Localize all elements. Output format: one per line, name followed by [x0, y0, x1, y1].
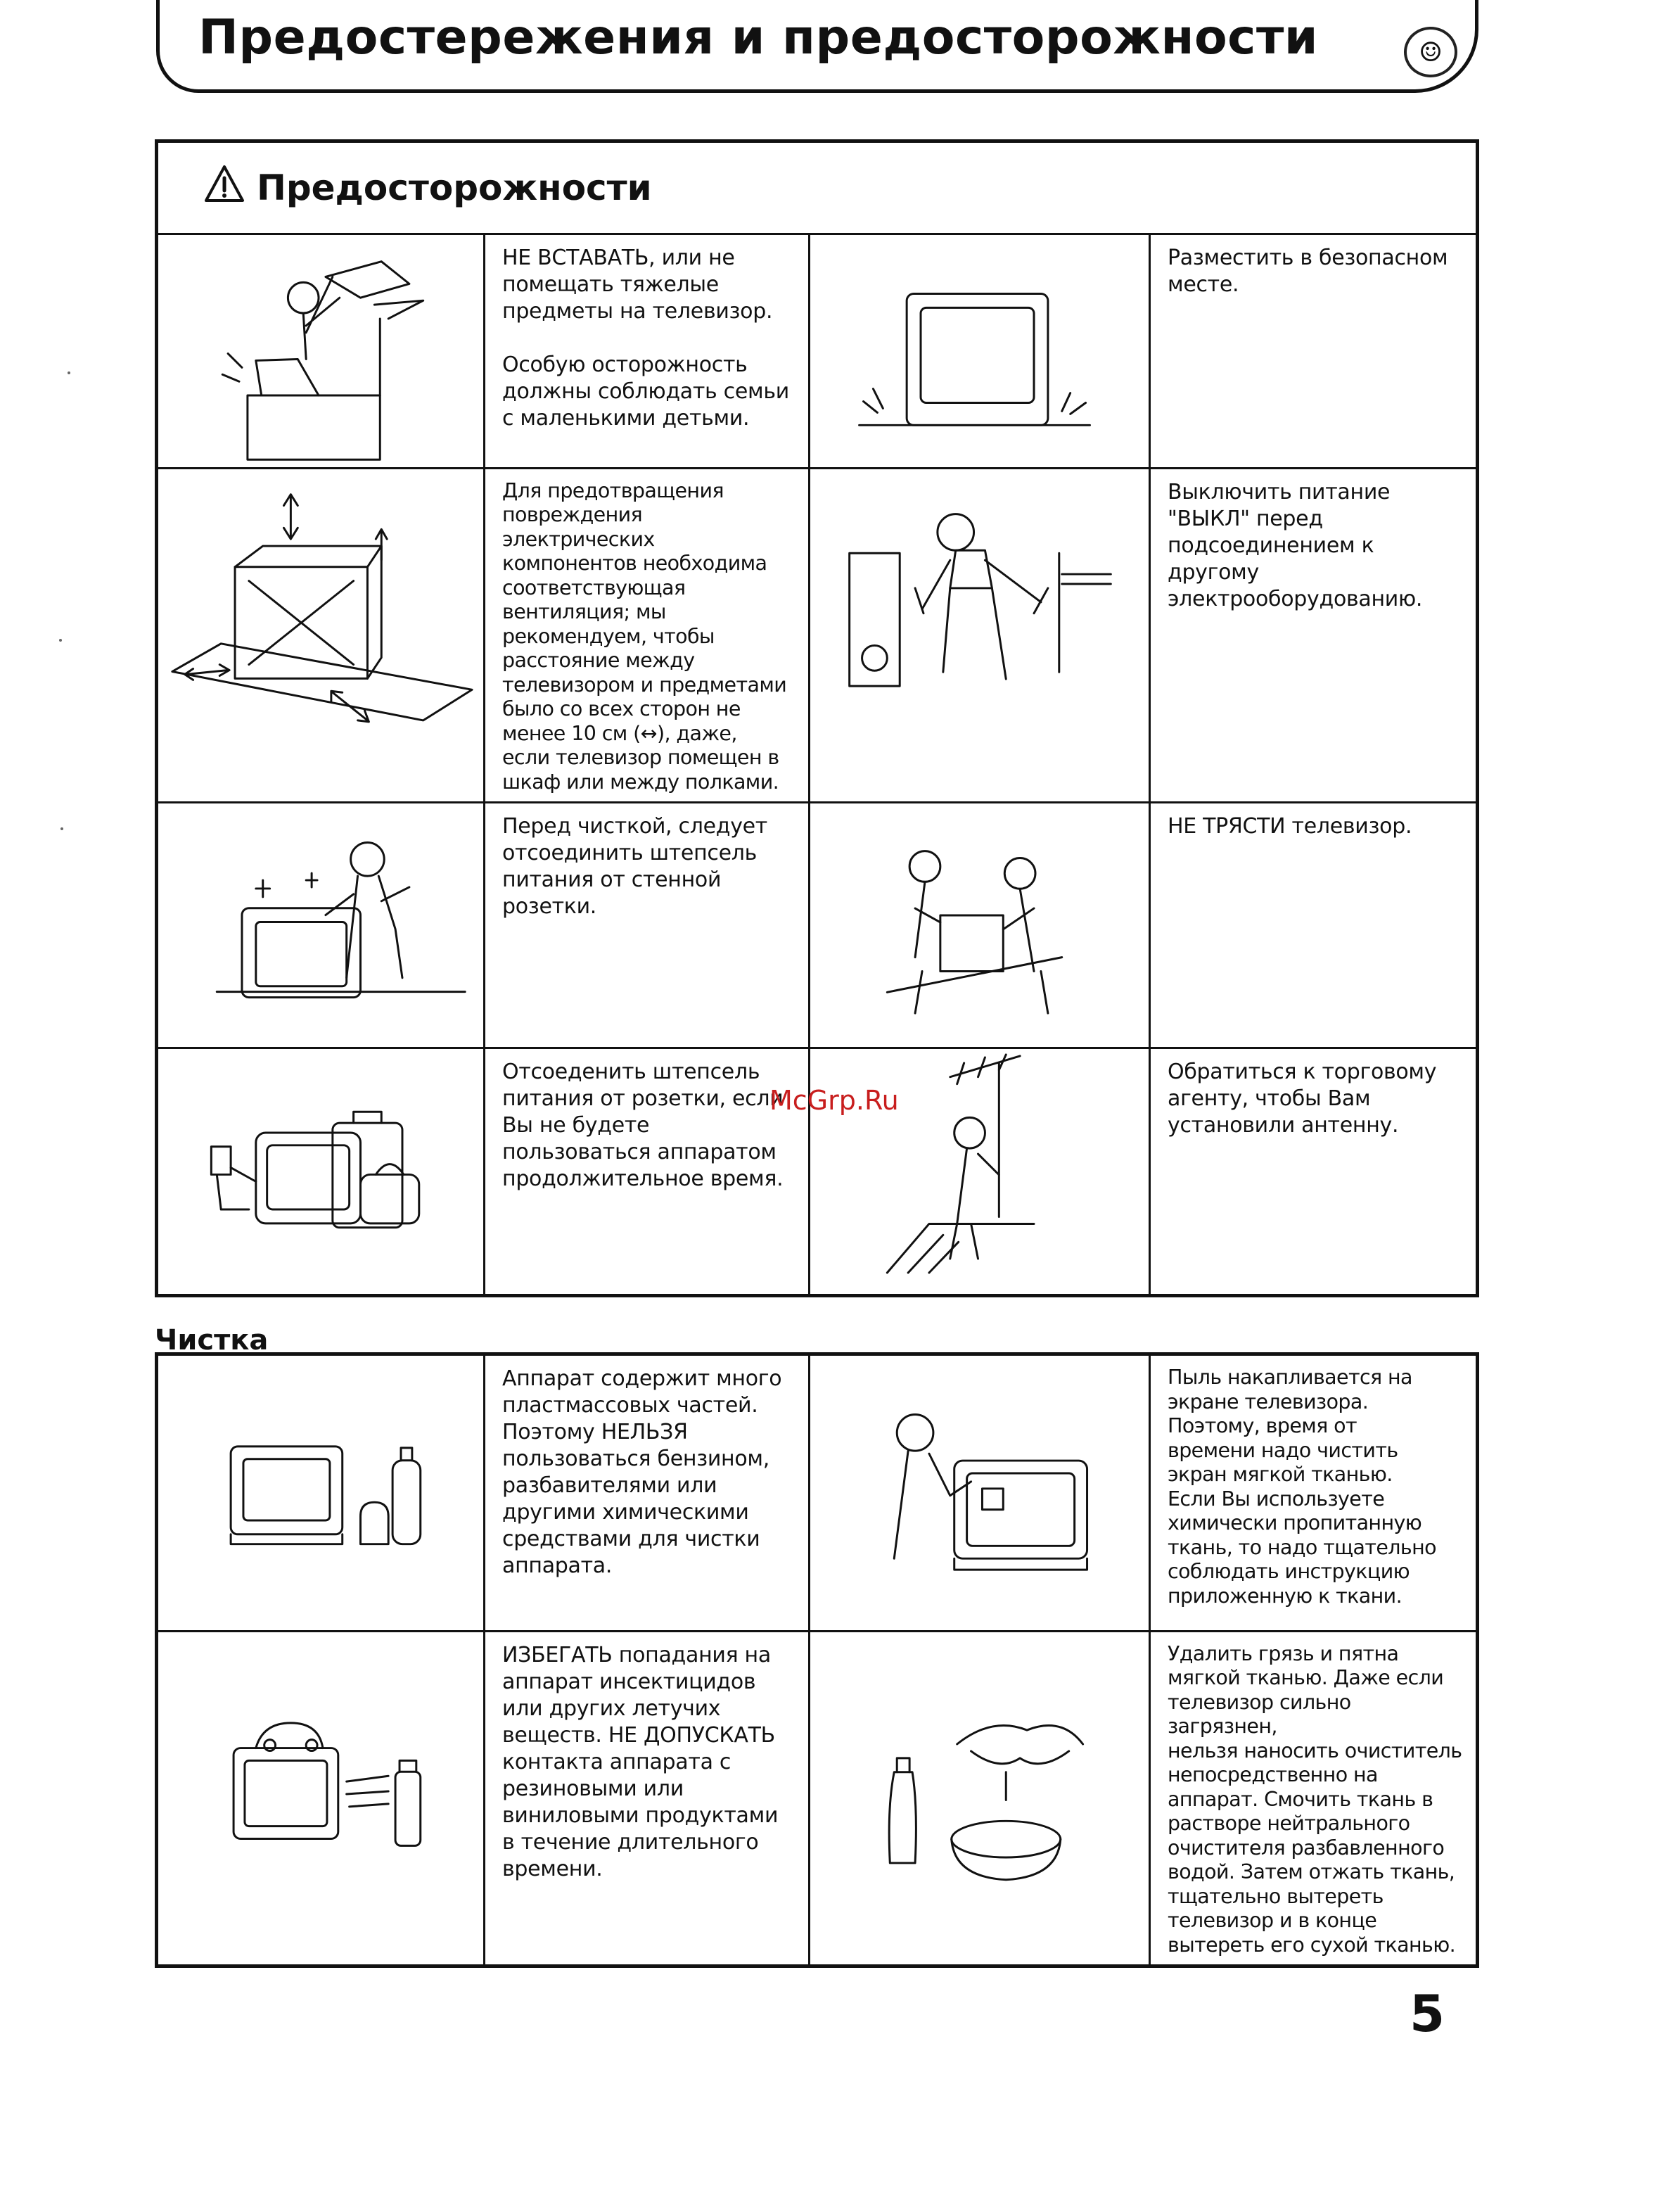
precautions-heading: Предосторожности: [257, 167, 652, 208]
watermark: McGrp.Ru: [769, 1085, 899, 1116]
precaution-text: Обратиться к торговому агенту, чтобы Вам установили антенну.: [1150, 1048, 1478, 1296]
margin-mark: [59, 639, 62, 642]
precaution-text: НЕ ТРЯСТИ телевизор.: [1150, 803, 1478, 1048]
wringing-cloth-over-bowl-icon: [810, 1631, 1150, 1966]
language-badge-icon: ☺: [1404, 27, 1457, 77]
precautions-table: [155, 139, 1479, 1297]
tv-ventilation-arrows-icon: [157, 468, 485, 803]
cleaning-heading: Чистка: [155, 1324, 269, 1356]
tv-on-stable-surface-icon: [810, 234, 1150, 469]
warning-triangle-icon: [203, 164, 245, 212]
precaution-text: Выключить питание "ВЫКЛ" перед подсоединением к другому электрооборудованию.: [1150, 468, 1478, 803]
cleaning-text: Аппарат содержит много пластмассовых частей. Поэтому НЕЛЬЗЯ пользоваться бензином, разбавителями или другими химическими средствами для чистки аппарата.: [485, 1354, 810, 1632]
cleaning-text: Удалить грязь и пятна мягкой тканью. Даже если телевизор сильно загрязнен, нельзя наносить очиститель непосредственно на аппарат. Смочить ткань в растворе нейтрального очистителя разбавленного водой. Затем отжать ткань, тщательно вытереть телевизор и в конце вытереть его сухой тканью.: [1150, 1631, 1478, 1966]
precautions-header: [157, 141, 1478, 234]
tv-with-luggage-unplugged-icon: [157, 1048, 485, 1296]
cleaning-table: [155, 1352, 1479, 1968]
precaution-text: Перед чисткой, следует отсоединить штепсель питания от стенной розетки.: [485, 803, 810, 1048]
woman-wiping-screen-icon: [810, 1354, 1150, 1632]
precaution-text: Отсоеденить штепсель питания от розетки, если Вы не будете пользоваться аппаратом продолжительное время.: [485, 1048, 810, 1296]
precaution-text: НЕ ВСТАВАТЬ, или не помещать тяжелые предметы на телевизор. Особую осторожность должны соблюдать семьи с маленькими детьми.: [485, 234, 810, 469]
spray-near-tv-icon: [157, 1631, 485, 1966]
cleaning-text: Пыль накапливается на экране телевизора. Поэтому, время от времени надо чистить экран мягкой тканью. Если Вы используете химически пропитанную ткань, то надо тщательно соблюдать инструкцию приложенную к ткани.: [1150, 1354, 1478, 1632]
page-title: Предостережения и предосторожности: [198, 10, 1319, 65]
cleaning-text: ИЗБЕГАТЬ попадания на аппарат инсектицидов или других летучих веществ. НЕ ДОПУСКАТЬ контакта аппарата с резиновыми или виниловыми продуктами в течение длительного времени.: [485, 1631, 810, 1966]
margin-mark: [60, 827, 63, 830]
margin-mark: [68, 371, 70, 374]
child-standing-on-tv-icon: [157, 234, 485, 469]
precaution-text: Для предотвращения повреждения электрических компонентов необходима соответствующая вентиляция; мы рекомендуем, чтобы расстояние между телевизором и предметами было со всех сторон не менее 10 см (↔), даже, если телевизор помещен в шкаф или между полками.: [485, 468, 810, 803]
two-people-carrying-tv-icon: [810, 803, 1150, 1048]
page-number: 5: [1410, 1984, 1445, 2043]
man-connecting-cable-icon: [810, 468, 1150, 803]
person-unplugging-tv-icon: [157, 803, 485, 1048]
precaution-text: Разместить в безопасном месте.: [1150, 234, 1478, 469]
tv-with-chemical-bottles-icon: [157, 1354, 485, 1632]
